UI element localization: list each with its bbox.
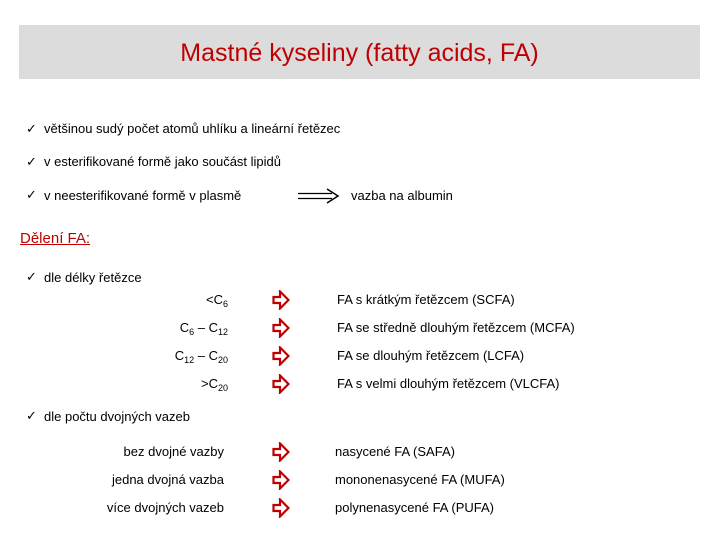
chain-length-range — [201, 376, 228, 392]
checkmark-icon: ✓ — [26, 270, 37, 285]
double-bond-count: více dvojných vazeb — [106, 500, 224, 515]
bullet-text: v neesterifikované formě v plasmě — [44, 188, 242, 203]
range-prefix: C — [174, 348, 185, 363]
page-title: Mastné kyseliny (fatty acids, FA) — [180, 39, 539, 67]
right-arrow-icon — [272, 374, 290, 394]
right-arrow-icon — [272, 442, 290, 462]
range-subscript: 6 — [189, 327, 195, 337]
chain-length-range — [175, 348, 228, 364]
range-separator: – C — [194, 348, 218, 363]
chain-length-range — [206, 292, 228, 308]
bullet-result: vazba na albumin — [351, 188, 453, 203]
right-arrow-icon — [272, 318, 290, 338]
chain-length-range — [180, 320, 228, 336]
fa-class: FA s krátkým řetězcem (SCFA) — [337, 292, 515, 307]
right-arrow-icon — [272, 498, 290, 518]
bullet-text: v esterifikované formě jako součást lipidů — [44, 154, 282, 169]
checkmark-icon: ✓ — [26, 122, 37, 137]
fa-saturation-class: nasycené FA (SAFA) — [335, 444, 455, 459]
range-prefix: C — [179, 320, 190, 335]
range-subscript: 12 — [184, 355, 195, 365]
double-bond-count: jedna dvojná vazba — [111, 472, 224, 487]
right-arrow-icon — [272, 470, 290, 490]
title-bar — [19, 25, 700, 79]
fa-class: FA s velmi dlouhým řetězcem (VLCFA) — [337, 376, 560, 391]
range-subscript: 20 — [217, 355, 228, 365]
range-separator: – C — [194, 320, 218, 335]
double-bonds-label: dle počtu dvojných vazeb — [44, 409, 190, 424]
long-right-arrow-icon — [298, 188, 340, 204]
fa-class: FA se středně dlouhým řetězcem (MCFA) — [337, 320, 575, 335]
range-subscript: 20 — [217, 383, 228, 393]
checkmark-icon: ✓ — [26, 188, 37, 203]
range-subscript: 6 — [222, 299, 228, 309]
double-bond-count: bez dvojné vazby — [123, 444, 224, 459]
range-subscript: 12 — [217, 327, 228, 337]
bullet-text: většinou sudý počet atomů uhlíku a lineární řetězec — [44, 121, 341, 136]
checkmark-icon: ✓ — [26, 155, 37, 170]
fa-saturation-class: mononenasycené FA (MUFA) — [335, 472, 505, 487]
division-heading: Dělení FA: — [20, 230, 91, 247]
length-label: dle délky řetězce — [44, 270, 142, 285]
range-prefix: >C — [201, 376, 218, 391]
right-arrow-icon — [272, 346, 290, 366]
fa-saturation-class: polynenasycené FA (PUFA) — [335, 500, 494, 515]
right-arrow-icon — [272, 290, 290, 310]
fa-class: FA se dlouhým řetězcem (LCFA) — [337, 348, 525, 363]
checkmark-icon: ✓ — [26, 409, 37, 424]
range-prefix: <C — [206, 292, 223, 307]
